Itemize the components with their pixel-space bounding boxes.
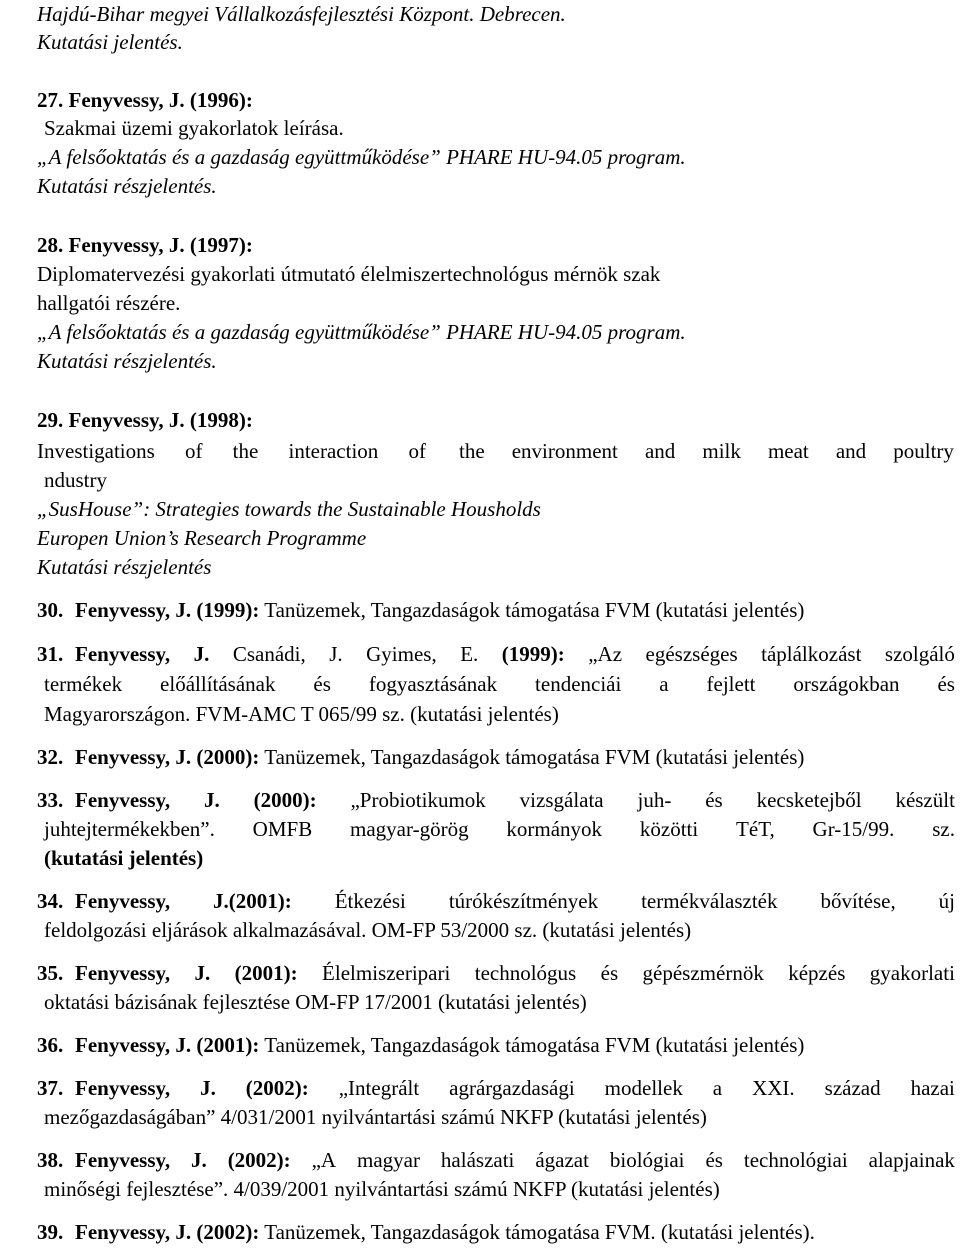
entry-35-line-1 xyxy=(75,959,955,987)
word: Fenyvessy, xyxy=(75,889,171,913)
word: (2002): xyxy=(227,1148,291,1172)
entry-37-number: 37. xyxy=(37,1076,64,1100)
entry-28-line-2: hallgatói részére. xyxy=(37,291,181,315)
word: technológus xyxy=(474,961,577,985)
entry-29-heading: 29. Fenyvessy, J. (1998): xyxy=(37,408,253,432)
word: táplálkozást xyxy=(761,642,862,666)
word: Gr-15/99. xyxy=(812,817,895,841)
word: magyar xyxy=(357,1148,420,1172)
word: gyakorlati xyxy=(869,961,955,985)
word: a xyxy=(659,672,669,696)
entry-36-rest: Tanüzemek, Tangazdaságok támogatása FVM (kutatási jelentés) xyxy=(264,1033,805,1057)
word: (2000): xyxy=(253,788,317,812)
word: J. xyxy=(203,788,220,812)
word: a xyxy=(712,1076,723,1100)
entry-37-line-1 xyxy=(75,1074,955,1102)
word: országokban xyxy=(793,672,900,696)
entry-32-text xyxy=(75,743,804,771)
word: modellek xyxy=(604,1076,683,1100)
entry-27-line-2: „A felsőoktatás és a gazdaság együttműködése” PHARE HU-94.05 program. xyxy=(37,145,686,169)
word: új xyxy=(938,889,955,913)
entry-35-line-2: oktatási bázisának fejlesztése OM-FP 17/2001 (kutatási jelentés) xyxy=(44,990,587,1014)
entry-33-number: 33. xyxy=(37,788,64,812)
word: túrókészítmények xyxy=(448,889,599,913)
entry-27-line-3: Kutatási részjelentés. xyxy=(37,174,217,198)
entry-27-heading: 27. Fenyvessy, J. (1996): xyxy=(37,88,253,112)
entry-31-line-2 xyxy=(44,670,955,698)
entry-28-line-3: „A felsőoktatás és a gazdaság együttműködése” PHARE HU-94.05 program. xyxy=(37,320,686,344)
word: interaction xyxy=(288,439,379,463)
word: Fenyvessy, xyxy=(75,961,171,985)
word: képzés xyxy=(788,961,846,985)
word: Fenyvessy, xyxy=(75,642,171,666)
entry-36-heading: Fenyvessy, J. (2001): xyxy=(75,1033,260,1057)
intro-line-1: Hajdú-Bihar megyei Vállalkozásfejlesztési Központ. Debrecen. xyxy=(37,2,566,26)
entry-34-number: 34. xyxy=(37,889,64,913)
entry-30-text xyxy=(75,596,804,624)
word: and xyxy=(835,439,867,463)
word: egészséges xyxy=(645,642,738,666)
entry-38-line-1 xyxy=(75,1146,955,1174)
word: tendenciái xyxy=(535,672,622,696)
word: J. xyxy=(191,1148,207,1172)
entry-34-line-2: feldolgozási eljárások alkalmazásával. OM-FP 53/2000 sz. (kutatási jelentés) xyxy=(44,918,692,942)
word: és xyxy=(600,961,619,985)
word: „Az xyxy=(588,642,623,666)
word: „Integrált xyxy=(338,1076,420,1100)
word: gépészmérnök xyxy=(642,961,764,985)
word: Élelmiszeripari xyxy=(322,961,451,985)
word: J. xyxy=(329,642,343,666)
word: alapjainak xyxy=(868,1148,955,1172)
entry-35-number: 35. xyxy=(37,961,64,985)
word: és xyxy=(705,788,723,812)
word: készült xyxy=(895,788,955,812)
word: milk xyxy=(702,439,741,463)
word: agrárgazdasági xyxy=(449,1076,575,1100)
word: of xyxy=(185,439,203,463)
entry-30-rest: Tanüzemek, Tangazdaságok támogatása FVM (kutatási jelentés) xyxy=(264,598,805,622)
entry-37-line-2: mezőgazdaságában” 4/031/2001 nyilvántartási számú NKFP (kutatási jelentés) xyxy=(44,1105,707,1129)
word: juhtejtermékekben”. xyxy=(44,817,215,841)
word: előállításának xyxy=(160,672,276,696)
word: közötti xyxy=(639,817,699,841)
word: termékválaszték xyxy=(641,889,778,913)
entry-31-line-1 xyxy=(75,640,955,668)
entry-30-number: 30. xyxy=(37,598,64,622)
entry-28-line-1: Diplomatervezési gyakorlati útmutató élelmiszertechnológus mérnök szak xyxy=(37,262,661,286)
word: J. xyxy=(200,1076,216,1100)
entry-31-number: 31. xyxy=(37,642,64,666)
entry-31-line-3: Magyarországon. FVM-AMC T 065/99 sz. (kutatási jelentés) xyxy=(44,702,559,726)
entry-29-line-3: „SusHouse”: Strategies towards the Sustainable Housholds xyxy=(37,497,541,521)
word: (1999): xyxy=(501,642,565,666)
entry-28-heading: 28. Fenyvessy, J. (1997): xyxy=(37,233,253,257)
entry-33-line-2 xyxy=(44,815,955,843)
word: fejlett xyxy=(706,672,756,696)
word: OMFB xyxy=(252,817,313,841)
entry-33-line-1 xyxy=(75,786,955,814)
word: (2001): xyxy=(234,961,298,985)
word: szolgáló xyxy=(884,642,955,666)
entry-29-line-2: ndustry xyxy=(44,468,107,492)
word: és xyxy=(705,1148,723,1172)
intro-line-2: Kutatási jelentés. xyxy=(37,30,183,54)
word: meat xyxy=(767,439,809,463)
word: vizsgálata xyxy=(519,788,604,812)
word: (2002): xyxy=(245,1076,309,1100)
word: the xyxy=(459,439,485,463)
entry-29-line-1a xyxy=(37,437,426,465)
word: J. xyxy=(194,961,211,985)
entry-34-line-1 xyxy=(75,887,955,915)
word: hazai xyxy=(910,1076,955,1100)
word: Fenyvessy, xyxy=(75,1148,171,1172)
word: of xyxy=(408,439,426,463)
word: kormányok xyxy=(506,817,603,841)
entry-29-line-4: Europen Union’s Research Programme xyxy=(37,526,367,550)
entry-27-line-1: Szakmai üzemi gyakorlatok leírása. xyxy=(44,116,344,140)
word: sz. xyxy=(932,817,955,841)
word: ágazat xyxy=(535,1148,589,1172)
word: és xyxy=(313,672,331,696)
entry-30-heading: Fenyvessy, J. (1999): xyxy=(75,598,260,622)
entry-36-text xyxy=(75,1031,804,1059)
word: fogyasztásának xyxy=(368,672,498,696)
entry-39-rest: Tanüzemek, Tangazdaságok támogatása FVM. (kutatási jelentés). xyxy=(264,1220,815,1244)
word: termékek xyxy=(44,672,123,696)
entry-32-number: 32. xyxy=(37,745,64,769)
entry-39-text xyxy=(75,1218,815,1246)
entry-39-number: 39. xyxy=(37,1220,64,1244)
word: Gyimes, xyxy=(366,642,437,666)
word: environment xyxy=(511,439,618,463)
word: E. xyxy=(460,642,479,666)
word: technológiai xyxy=(743,1148,848,1172)
entry-29-line-5: Kutatási részjelentés xyxy=(37,555,212,579)
word: halászati xyxy=(440,1148,515,1172)
word: the xyxy=(232,439,259,463)
entry-38-number: 38. xyxy=(37,1148,64,1172)
word: juh- xyxy=(637,788,672,812)
word: Investigations xyxy=(37,439,155,463)
word: „A xyxy=(311,1148,337,1172)
word: kecsketejből xyxy=(756,788,862,812)
entry-32-heading: Fenyvessy, J. (2000): xyxy=(75,745,260,769)
entry-29-line-1b xyxy=(459,437,954,465)
word: TéT, xyxy=(736,817,775,841)
entry-28-line-4: Kutatási részjelentés. xyxy=(37,349,217,373)
word: Csanádi, xyxy=(232,642,306,666)
word: and xyxy=(644,439,676,463)
word: J.(2001): xyxy=(213,889,292,913)
word: biológiai xyxy=(609,1148,685,1172)
word: magyar-görög xyxy=(350,817,469,841)
word: század xyxy=(824,1076,881,1100)
word: bővítése, xyxy=(820,889,896,913)
word: Fenyvessy, xyxy=(75,1076,171,1100)
word: Étkezési xyxy=(334,889,406,913)
word: poultry xyxy=(893,439,954,463)
entry-39-heading: Fenyvessy, J. (2002): xyxy=(75,1220,260,1244)
word: J. xyxy=(193,642,210,666)
word: Fenyvessy, xyxy=(75,788,171,812)
entry-33-line-3: (kutatási jelentés) xyxy=(44,846,204,870)
word: XXI. xyxy=(752,1076,795,1100)
entry-36-number: 36. xyxy=(37,1033,64,1057)
word: és xyxy=(937,672,955,696)
entry-38-line-2: minőségi fejlesztése”. 4/039/2001 nyilvántartási számú NKFP (kutatási jelentés) xyxy=(44,1177,720,1201)
word: „Probiotikumok xyxy=(350,788,486,812)
entry-32-rest: Tanüzemek, Tangazdaságok támogatása FVM (kutatási jelentés) xyxy=(264,745,805,769)
